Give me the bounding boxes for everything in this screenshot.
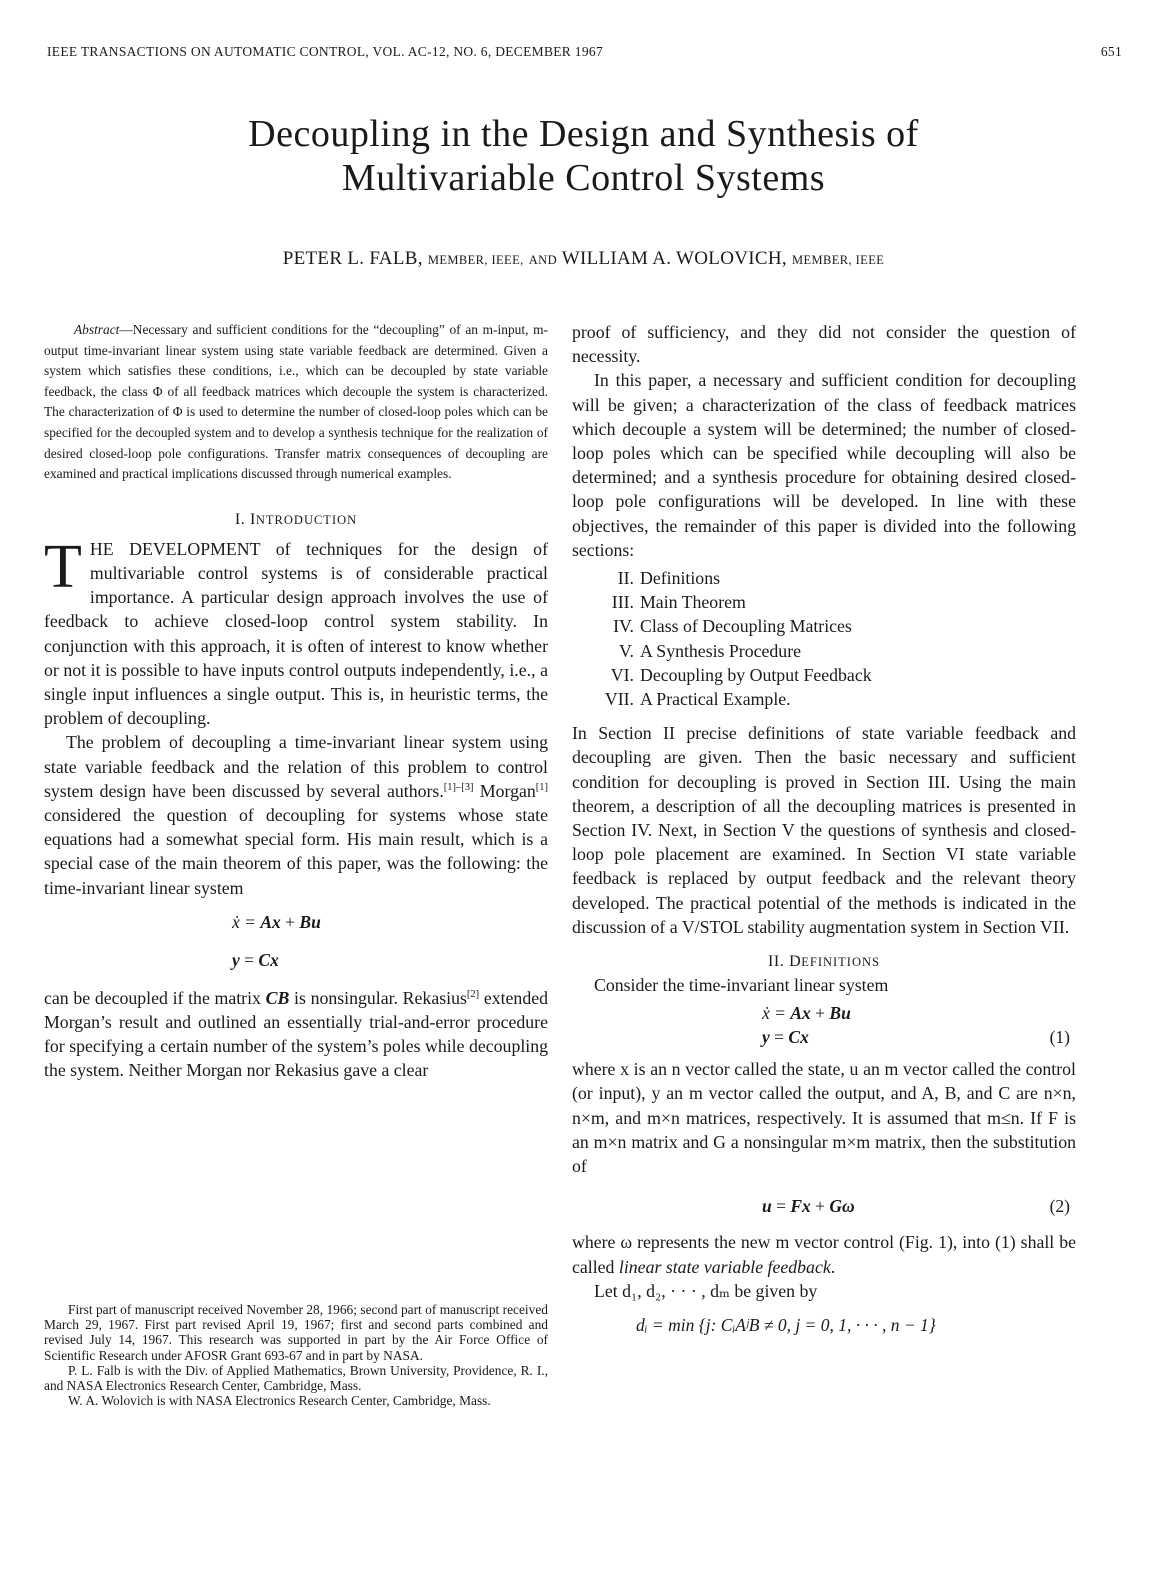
eq-part: ẋ = [232,911,261,932]
intro-paragraph-1-text: HE DEVELOPMENT of techniques for the design of multivariable control systems is of considerable practical importance. A particular design approach involves the use of feedback to achieve closed-loop control system stability. In conjunction with this approach, it is often of interest to know whether or not it is possible to have inputs control outputs independently, i.e., a single input influences a single output. This is, in heuristic terms, the problem of decoupling. [44,538,548,729]
intro-p3-text-a: can be decoupled if the matrix [44,987,266,1008]
equation-1-state [572,1001,1076,1025]
paper-title [0,112,1167,200]
drop-cap: T [44,532,82,601]
section-list-number: V. [619,640,634,661]
section-list-item[interactable] [590,566,1076,590]
section-list-label: Decoupling by Output Feedback [640,664,872,685]
section-list-number: VII. [604,689,634,710]
footnotes [44,1302,548,1408]
footnote-falb: P. L. Falb is with the Div. of Applied Mathematics, Brown University, Providence, R. I., and NASA Electronics Research Center, Cambridge, Mass. [44,1362,548,1394]
citation-ref[interactable]: [1]–[3] [443,781,474,793]
eq-part: Ax [790,1003,811,1024]
equation-output [232,948,548,972]
section-list-label: A Practical Example. [640,689,791,710]
equation-2-feedback [572,1194,1076,1218]
section-heading-definitions [572,953,1076,971]
section-list-label: Class of Decoupling Matrices [640,616,852,637]
eq-part: Cx [788,1027,809,1048]
page-number: 651 [1100,44,1122,59]
section-list-item[interactable] [590,590,1076,614]
eq-part: + [810,1003,830,1024]
equation-di-definition [572,1313,1076,1337]
eq-part: y [232,949,240,970]
intro-paragraph-2 [44,730,548,899]
section-number: I. [234,510,246,528]
eq-part: Ax [260,911,281,932]
eq-part: Bu [829,1003,851,1024]
eq-part: = [769,1027,789,1048]
journal-citation: IEEE TRANSACTIONS ON AUTOMATIC CONTROL, VOL. AC-12, NO. 6, DECEMBER 1967 [47,44,603,59]
citation-ref[interactable]: [2] [466,988,480,1000]
title-line-1: Decoupling in the Design and Synthesis of [248,113,919,155]
section-list-label: Definitions [640,568,721,589]
intro-p2-text-b: Morgan [473,780,536,801]
equation-1-output [572,1025,1076,1049]
introduction-body [44,532,549,1083]
section-number: II. [768,953,785,971]
eq-part: = [771,1196,791,1217]
author-conjunction: AND [528,253,558,267]
definitions-body [572,973,1076,1337]
eq-part: + [280,911,300,932]
right-column-body [572,320,1076,562]
running-head [47,44,1122,64]
abstract-paragraph [44,320,548,485]
intro-p2-text-a: The problem of decoupling a time-invariant linear system using state variable feedback and the relation of this problem to control system design have been discussed by several authors. [44,732,548,801]
author-1-role: MEMBER, IEEE, [427,253,524,267]
abstract [44,320,548,485]
right-paragraph-2: In this paper, a necessary and sufficient condition for decoupling will be given; a characterization of the class of feedback matrices which decouple a system will be determined; the number of closed-loop poles which can be specified while decoupling will also be determined; and a synthesis procedure for obtaining desired closed-loop pole configurations will be developed. In line with these objectives, the remainder of this paper is divided into the following sections: [572,370,1076,560]
eq-part: ẋ = [762,1003,791,1024]
footnote-wolovich: W. A. Wolovich is with NASA Electronics Research Center, Cambridge, Mass. [68,1393,491,1409]
eq-part: u [762,1196,772,1217]
section-list-item[interactable] [590,614,1076,638]
citation-ref[interactable]: [1] [535,781,548,793]
eq-part: Bu [299,911,321,932]
intro-p3-text-c: extended Morgan’s result and outlined an essentially trial-and-error procedure for specifying a certain number of the system’s poles while decoupling the system. Neither Morgan nor Rekasius gave a clear [44,987,549,1081]
eq-part: Cx [258,949,279,970]
right-column [572,320,1076,1337]
intro-p2-text-c: considered the question of decoupling for systems whose state equations had a somewhat special form. His main result, which is a special case of the main theorem of this paper, was the following: the time-invariant linear system [44,804,548,898]
section-list-number: VI. [610,664,634,685]
section-list-number: IV. [613,616,634,637]
section-heading-introduction [44,511,548,529]
section-list-item[interactable] [590,663,1076,687]
section-list-number: II. [617,568,634,589]
eq-part: Gω [829,1196,855,1217]
section-list-number: III. [611,592,634,613]
section-title-rest: EFINITIONS [801,955,880,970]
equation-number: (2) [1049,1196,1070,1217]
term-linear-state-variable-feedback: linear state variable feedback [618,1256,831,1277]
abstract-label: Abstract [74,322,120,337]
eq-part: y [762,1027,770,1048]
section-list-item[interactable] [590,687,1076,711]
equation-state [232,910,548,934]
abstract-text: —Necessary and sufficient conditions for the “decoupling” of an m-input, m-output time-invariant linear system using state variable feedback are determined. Given a system which satisfies these conditions, i.e., which can be decoupled by state variable feedback, the class Φ of all feedback matrices which decouple the system is characterized. The characterization of Φ is used to determine the number of closed-loop poles which can be specified for the decoupled system and to develop a synthesis technique for the realization of desired closed-loop pole configurations. Transfer matrix consequences of decoupling are examined and practical implications discussed through numerical examples. [44,322,548,482]
def-p2-end: . [830,1256,836,1277]
eq-part: = [239,949,259,970]
def-p2-text: where ω represents the new m vector control (Fig. 1), into (1) shall be called [572,1232,1076,1277]
footnote-manuscript: First part of manuscript received November 28, 1966; second part of manuscript received March 29, 1967. First part revised April 19, 1967; first and second parts combined and revised July 14, 1967. This research was supported in part by the Air Force Office of Scientific Research under AFOSR Grant 693-67 and in part by NASA. [44,1302,548,1363]
intro-paragraph-3 [44,986,548,1083]
author-2-role: MEMBER, IEEE [791,253,885,267]
section-list-label: Main Theorem [640,592,746,613]
right-column-body-2 [572,721,1076,939]
matrix-cb: CB [265,987,290,1008]
section-list-label: A Synthesis Procedure [640,640,802,661]
equation-number: (1) [1049,1027,1070,1048]
section-title-initial: I [249,510,256,528]
eq-di-text: dᵢ = min {j: CᵢAʲB ≠ 0, j = 0, 1, · · · , n − 1} [636,1314,936,1335]
definitions-paragraph-2 [572,1230,1076,1278]
eq-part: Fx [790,1196,811,1217]
right-paragraph-3: In Section II precise definitions of state variable feedback and decoupling are given. Then the basic necessary and sufficient condition for decoupling is proved in Section III. Using the main theorem, a description of all the decoupling matrices is presented in Section IV. Next, in Section V the questions of synthesis and closed-loop pole placement are examined. In Section VI state variable feedback is replaced by output feedback and the relevant theory developed. The practical potential of the methods is indicated in the discussion of a V/STOL stability augmentation system in Section VII. [572,723,1076,937]
author-2-name: WILLIAM A. WOLOVICH, [561,248,787,269]
section-list [590,566,1076,711]
title-line-2: Multivariable Control Systems [341,157,826,199]
eq-part: + [810,1196,830,1217]
author-1-name: PETER L. FALB, [282,248,423,269]
definitions-paragraph-3: Let d₁, d₂, · · · , dₘ be given by [594,1280,818,1301]
definitions-intro: Consider the time-invariant linear system [594,975,889,996]
section-title-rest: NTRODUCTION [255,512,358,527]
intro-p3-text-b: is nonsingular. Rekasius [289,987,467,1008]
section-title-initial: D [789,953,802,971]
left-column [44,320,548,1083]
author-line [0,248,1167,270]
definitions-paragraph-1: where x is an n vector called the state, u an m vector called the control (or input), y an m vector called the output, and A, B, and C are n×n, n×m, and m×n matrices, respectively. It is assumed that m≤n. If F is an m×n matrix and G a nonsingular m×m matrix, then the substitution of [572,1059,1076,1177]
section-list-item[interactable] [590,639,1076,663]
intro-paragraph-1 [44,532,548,731]
right-paragraph-1: proof of sufficiency, and they did not consider the question of necessity. [572,322,1076,367]
